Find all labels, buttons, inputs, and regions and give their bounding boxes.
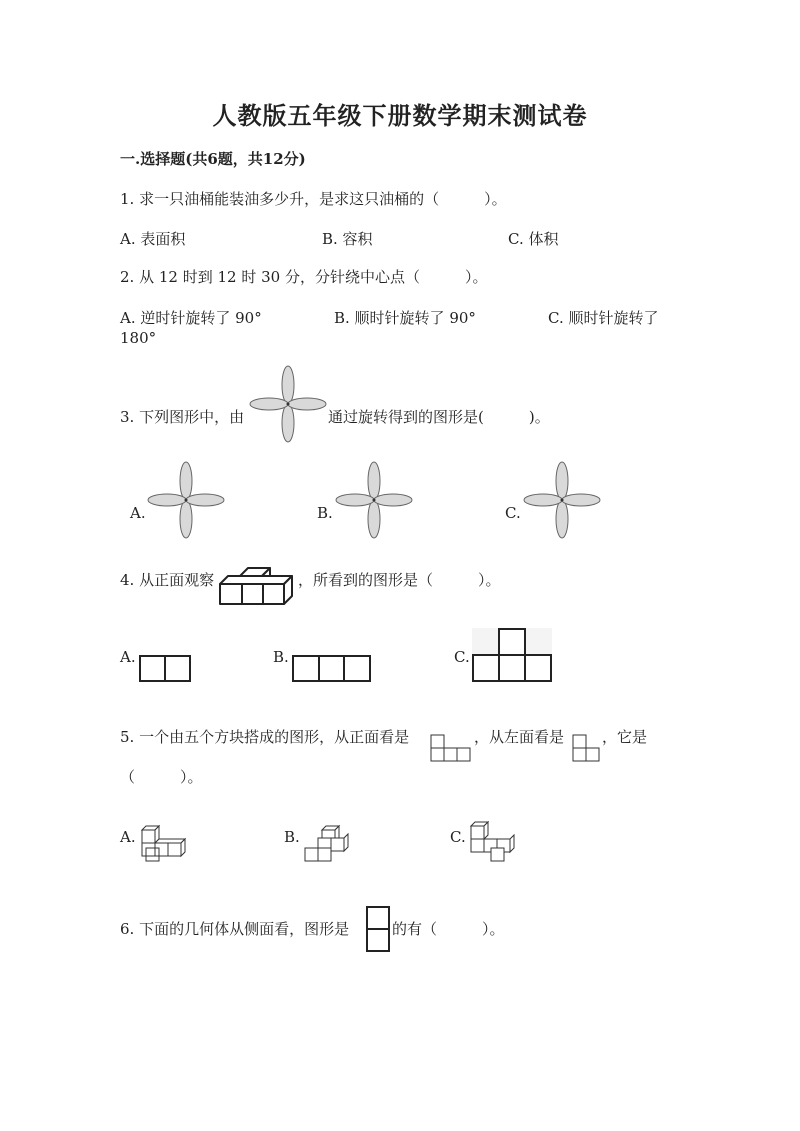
question-6-stem-start: 6. 下面的几何体从侧面看，图形是 bbox=[120, 920, 350, 938]
question-5-stem-part-3: ，它是 bbox=[602, 728, 648, 746]
question-5-option-a[interactable]: A. bbox=[120, 828, 136, 846]
question-1-option-c[interactable]: C. 体积 bbox=[508, 230, 559, 248]
question-2-option-a[interactable]: A. 逆时针旋转了 90° bbox=[120, 309, 262, 327]
question-2-option-c-continued: 180° bbox=[120, 329, 157, 347]
blocks-option-c-figure[interactable] bbox=[469, 822, 517, 864]
question-2-stem: 2. 从 12 时到 12 时 30 分，分针绕中心点（ ）。 bbox=[120, 268, 488, 286]
question-3-option-c[interactable]: C. bbox=[505, 504, 521, 522]
view-option-b-figure[interactable] bbox=[292, 655, 371, 682]
question-4-stem-start: 4. 从正面观察 bbox=[120, 571, 215, 589]
question-5-stem-line-2: （ ）。 bbox=[120, 768, 203, 786]
side-view-figure bbox=[366, 906, 390, 952]
cube-stack-figure bbox=[218, 566, 296, 606]
view-option-a-figure[interactable] bbox=[139, 655, 191, 682]
question-5-option-b[interactable]: B. bbox=[284, 828, 300, 846]
left-view-figure bbox=[572, 734, 602, 762]
question-4-option-c[interactable]: C. bbox=[454, 648, 470, 666]
question-5-stem-part-2: ，从左面看是 bbox=[474, 728, 565, 746]
question-4-stem-end: ，所看到的图形是（ ）。 bbox=[298, 571, 501, 589]
section-heading: 一.选择题(共6题，共12分) bbox=[120, 150, 306, 168]
flower-option-c-figure[interactable] bbox=[524, 462, 600, 538]
question-3-stem-end: 通过旋转得到的图形是( )。 bbox=[328, 408, 550, 426]
blocks-option-b-figure[interactable] bbox=[303, 826, 351, 864]
flower-reference-figure bbox=[250, 366, 326, 442]
view-option-c-figure[interactable] bbox=[472, 628, 552, 682]
question-1-stem: 1. 求一只油桶能装油多少升，是求这只油桶的（ ）。 bbox=[120, 190, 507, 208]
question-5-stem-part-1: 5. 一个由五个方块搭成的图形，从正面看是 bbox=[120, 728, 410, 746]
question-3-stem-start: 3. 下列图形中，由 bbox=[120, 408, 245, 426]
flower-option-b-figure[interactable] bbox=[336, 462, 412, 538]
question-6-stem-end: 的有（ ）。 bbox=[392, 920, 505, 938]
page-title: 人教版五年级下册数学期末测试卷 bbox=[212, 101, 588, 130]
question-4-option-a[interactable]: A. bbox=[120, 648, 136, 666]
question-3-option-b[interactable]: B. bbox=[317, 504, 333, 522]
question-2-option-c[interactable]: C. 顺时针旋转了 bbox=[548, 309, 659, 327]
question-1-option-b[interactable]: B. 容积 bbox=[322, 230, 373, 248]
question-1-option-a[interactable]: A. 表面积 bbox=[120, 230, 186, 248]
blocks-option-a-figure[interactable] bbox=[140, 826, 188, 864]
front-view-figure bbox=[430, 734, 472, 762]
question-5-option-c[interactable]: C. bbox=[450, 828, 466, 846]
question-2-option-b[interactable]: B. 顺时针旋转了 90° bbox=[334, 309, 476, 327]
flower-option-a-figure[interactable] bbox=[148, 462, 224, 538]
question-4-option-b[interactable]: B. bbox=[273, 648, 289, 666]
question-3-option-a[interactable]: A. bbox=[130, 504, 146, 522]
